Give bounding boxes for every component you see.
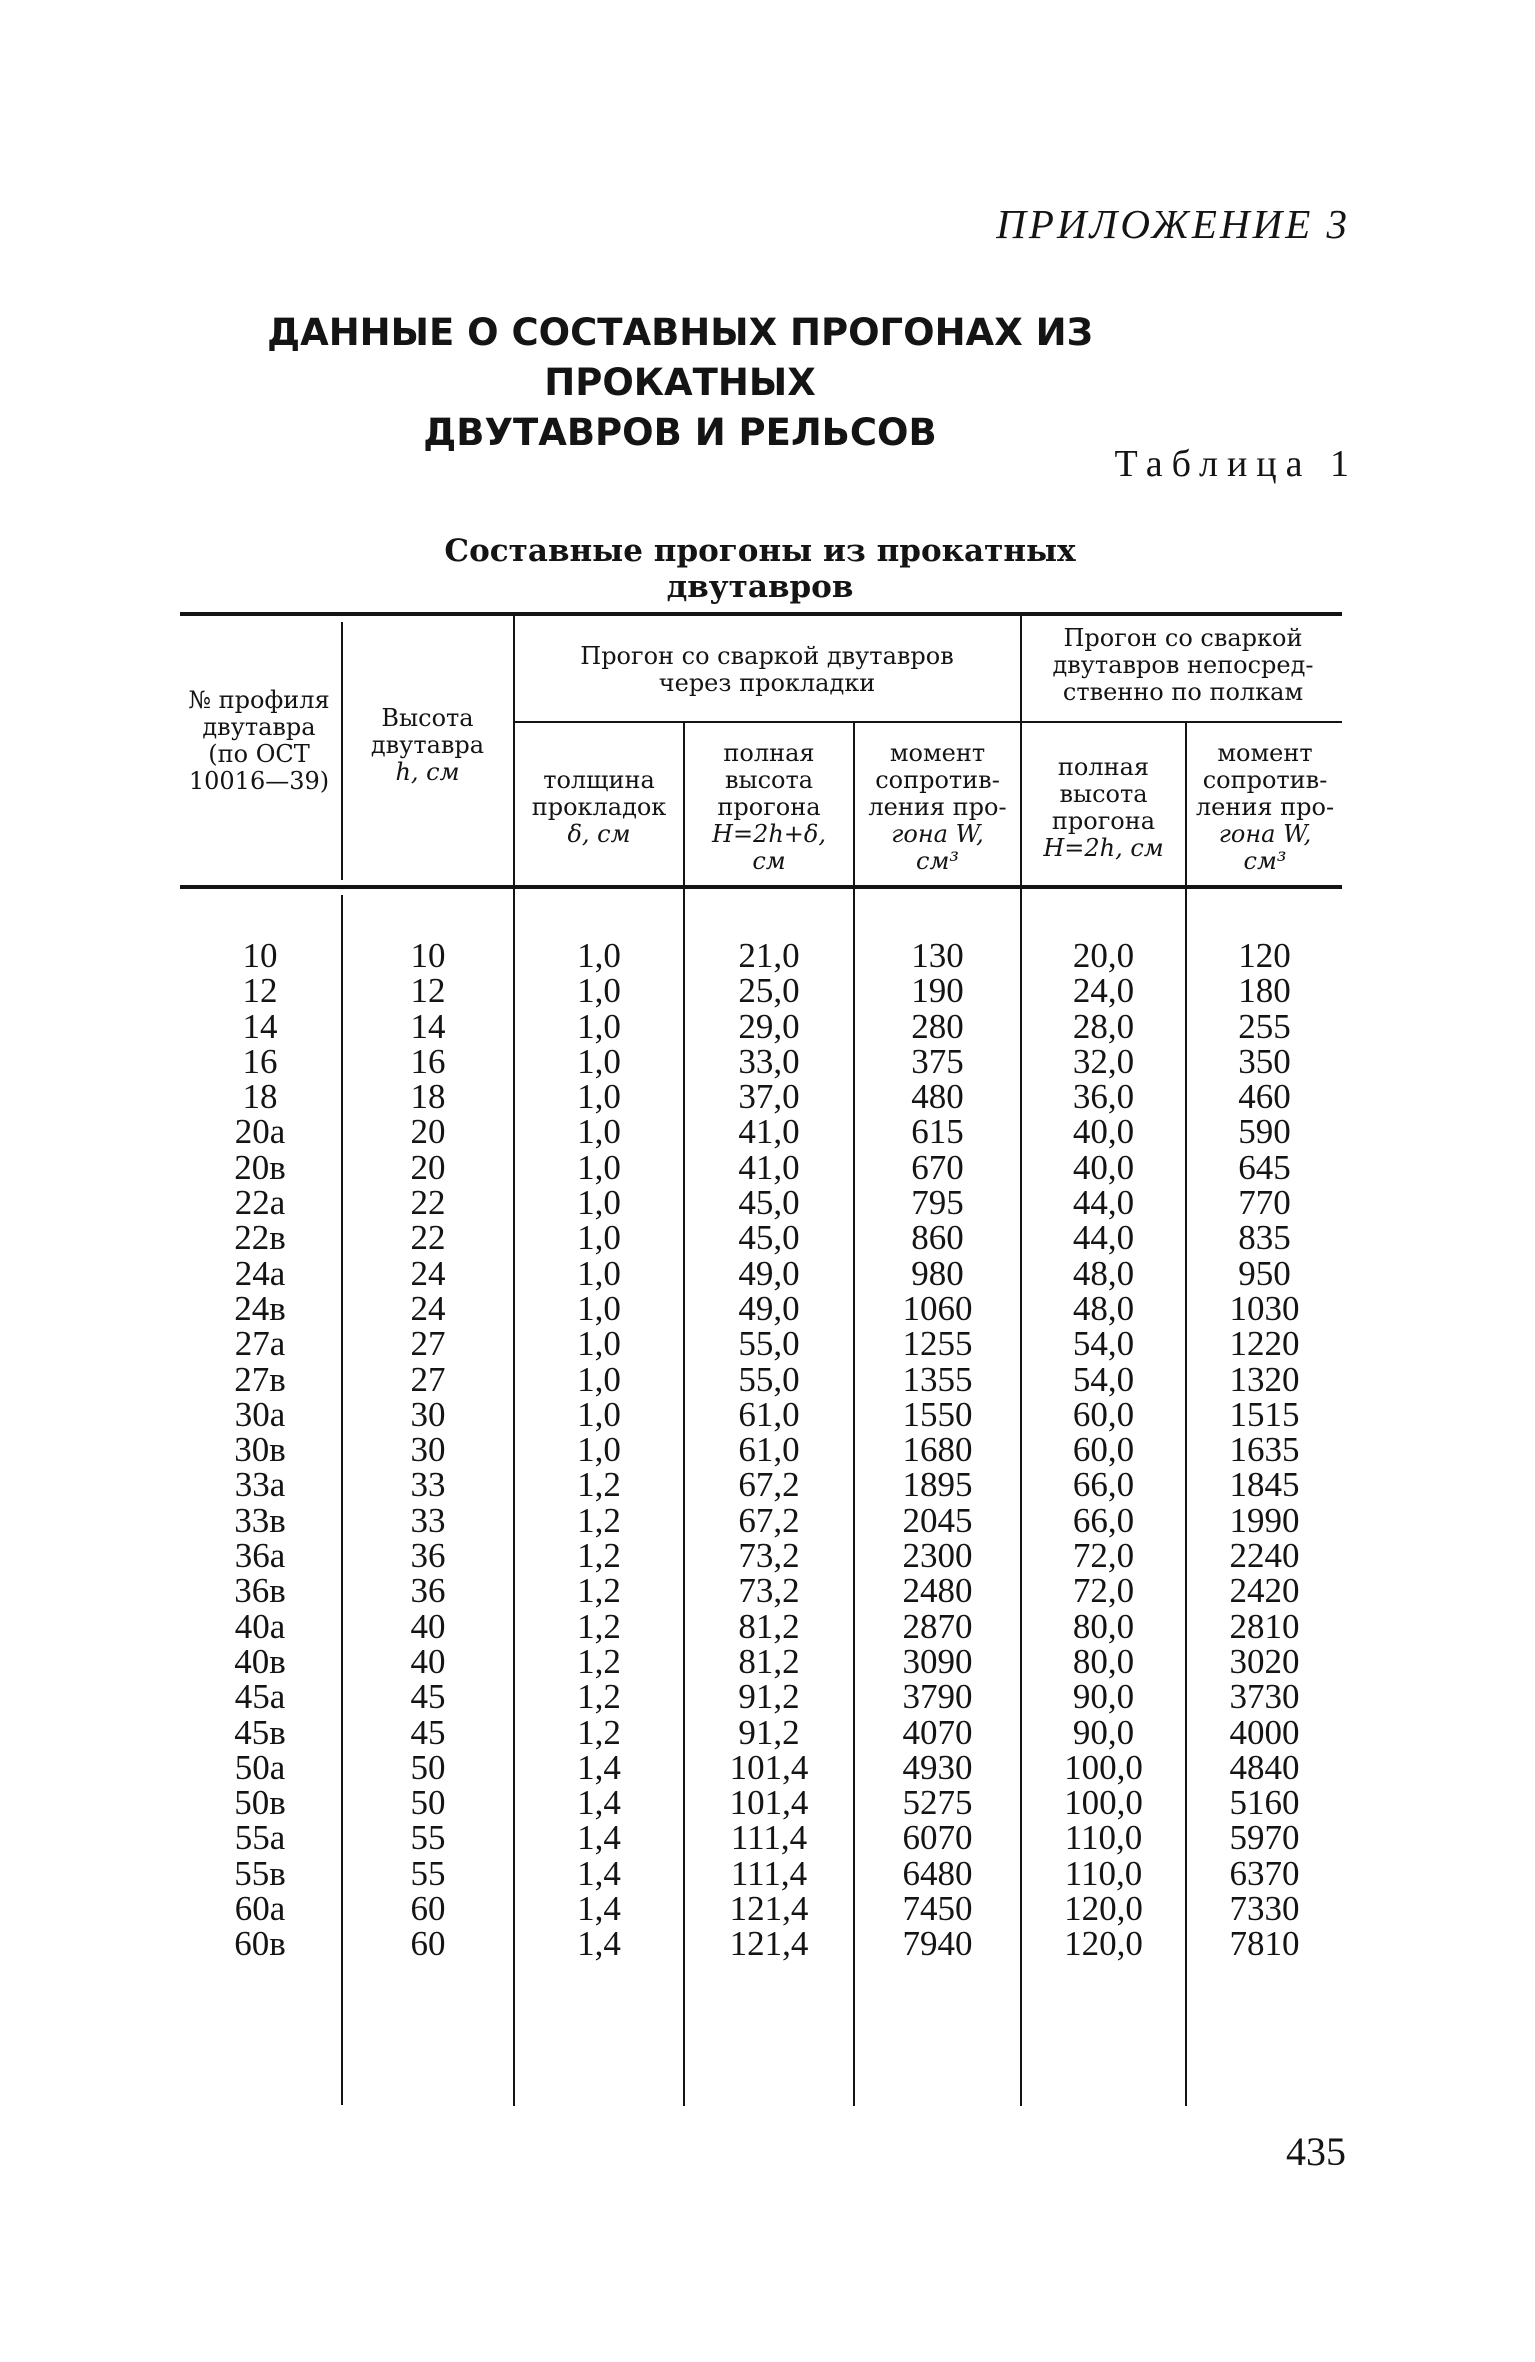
table-cell: 2480 [902,1571,973,1611]
table-cell: 29,0 [738,1006,800,1046]
table-cell: 3090 [902,1641,973,1681]
table-cell: 101,4 [729,1747,809,1787]
header-moment-line: момент [889,739,986,767]
table-cell: 1060 [902,1288,973,1328]
table-cell: 36,0 [1072,1077,1135,1117]
table-cell: 54,0 [1072,1324,1135,1364]
table-cell: 120,0 [1064,1924,1143,1964]
table-cell: 61,0 [738,1430,800,1470]
header-pad-unit: δ, см [567,820,631,848]
header-pad-thickness [516,767,682,848]
table-cell: 40 [410,1606,446,1646]
table-title: Составные прогоны из прокатных двутавров [444,533,1076,605]
table-cell: 100,0 [1064,1783,1143,1823]
header-pad-line: прокладок [531,793,667,821]
table-cell: 60в [234,1924,286,1964]
table-cell: 41,0 [738,1112,800,1152]
table-cell: 20,0 [1072,936,1135,975]
table-cell: 60,0 [1072,1430,1135,1470]
header-profile-line: 10016—39) [188,767,330,795]
table-cell: 121,4 [729,1889,809,1929]
table-top-rule [180,612,1342,616]
table-cell: 45,0 [738,1183,800,1223]
table-cell: 1255 [902,1324,973,1364]
table-cell: 24в [234,1288,286,1328]
table-cell: 24 [410,1253,446,1293]
table-cell: 55 [410,1853,446,1893]
column-height [343,938,513,1962]
table-cell: 50в [234,1783,286,1823]
table-cell: 1,0 [577,971,621,1011]
header-group-direct [1024,625,1342,706]
header-fhd-line: полная [1057,753,1150,781]
header-fh-line: высота [724,766,814,794]
table-cell: 55,0 [738,1359,800,1399]
table-cell: 1,2 [577,1465,621,1505]
table-cell: 1635 [1229,1430,1300,1470]
table-cell: 40 [410,1641,446,1681]
table-cell: 1355 [902,1359,973,1399]
table-number-label: Таблица 1 [1114,443,1358,485]
table-cell: 33 [410,1465,446,1505]
header-height-line: Высота [381,704,474,732]
header-height-line: двутавра [370,731,485,759]
table-cell: 130 [911,936,964,975]
table-cell: 20в [234,1147,286,1187]
table-cell: 280 [911,1006,964,1046]
header-bottom-rule [180,885,1342,889]
header-moment-line: ления про- [868,793,1007,821]
table-cell: 5160 [1229,1783,1300,1823]
table-cell: 49,0 [738,1253,800,1293]
table-cell: 45,0 [738,1218,800,1258]
table-cell: 60а [234,1889,286,1929]
table-cell: 6370 [1229,1853,1300,1893]
table-cell: 50 [410,1783,446,1823]
table-cell: 36 [410,1536,446,1576]
table-cell: 14 [242,1006,278,1046]
table-cell: 7330 [1229,1889,1300,1929]
header-group-line: Прогон со сваркой двутавров [580,642,954,670]
table-cell: 1550 [902,1394,973,1434]
table-cell: 180 [1238,971,1291,1011]
table-cell: 50а [234,1747,286,1787]
table-cell: 10 [242,936,278,975]
table-cell: 36в [234,1571,286,1611]
table-cell: 110,0 [1064,1853,1143,1893]
table-cell: 81,2 [738,1641,800,1681]
table-cell: 101,4 [729,1783,809,1823]
column-profile [180,938,340,1962]
table-cell: 45 [410,1712,446,1752]
table-cell: 1,2 [577,1571,621,1611]
table-cell: 1895 [902,1465,973,1505]
table-cell: 1,0 [577,1394,621,1434]
header-divider-1 [341,622,343,880]
header-group-line: через прокладки [658,669,876,697]
table-cell: 60 [410,1924,446,1964]
table-cell: 111,4 [730,1853,808,1893]
table-cell: 24а [234,1253,286,1293]
table-cell: 1,0 [577,1218,621,1258]
table-cell: 1,0 [577,1359,621,1399]
table-cell: 12 [410,971,446,1011]
table-cell: 14 [410,1006,446,1046]
table-cell: 55,0 [738,1324,800,1364]
table-cell: 835 [1238,1218,1291,1258]
table-cell: 1,2 [577,1712,621,1752]
header-moment-formula: гона W, [891,820,984,848]
table-cell: 1,2 [577,1500,621,1540]
table-cell: 190 [911,971,964,1011]
table-cell: 36 [410,1571,446,1611]
header-pad-line: толщина [543,766,655,794]
page-title-line-2: ДВУТАВРОВ И РЕЛЬСОВ [423,411,937,454]
table-cell: 18 [242,1077,278,1117]
table-cell: 4930 [902,1747,973,1787]
table-cell: 1,4 [577,1853,621,1893]
table-cell: 1,0 [577,1288,621,1328]
header-moment-direct [1188,740,1342,875]
table-cell: 61,0 [738,1394,800,1434]
table-cell: 20 [410,1147,446,1187]
table-cell: 2810 [1229,1606,1300,1646]
table-cell: 5970 [1229,1818,1300,1858]
table-cell: 44,0 [1072,1218,1135,1258]
header-full-height-direct [1023,754,1184,862]
table-cell: 615 [911,1112,964,1152]
table-cell: 7810 [1229,1924,1300,1964]
table-cell: 5275 [902,1783,973,1823]
table-cell: 1,0 [577,1253,621,1293]
table-cell: 1,2 [577,1677,621,1717]
table-cell: 980 [911,1253,964,1293]
table-cell: 80,0 [1072,1641,1135,1681]
table-cell: 37,0 [738,1077,800,1117]
table-cell: 480 [911,1077,964,1117]
header-full-height-pads [686,740,852,875]
table-cell: 66,0 [1072,1465,1135,1505]
table-cell: 6070 [902,1818,973,1858]
header-moment-unit: см³ [916,847,959,875]
table-cell: 55а [234,1818,286,1858]
table-cell: 73,2 [738,1571,800,1611]
table-cell: 30 [410,1394,446,1434]
table-cell: 7940 [902,1924,973,1964]
header-moment-direct-line: ления про- [1195,793,1335,821]
table-cell: 72,0 [1072,1536,1135,1576]
table-cell: 45а [234,1677,286,1717]
table-cell: 73,2 [738,1536,800,1576]
table-cell: 33,0 [738,1041,800,1081]
table-cell: 22 [410,1218,446,1258]
table-cell: 1,4 [577,1818,621,1858]
table-cell: 27 [410,1324,446,1364]
column-full-height-direct [1022,938,1185,1962]
table-cell: 36а [234,1536,286,1576]
table-cell: 30а [234,1394,286,1434]
table-cell: 1,2 [577,1641,621,1681]
table-cell: 1680 [902,1430,973,1470]
column-moment-direct [1187,938,1342,1962]
header-group-rule [514,721,1342,723]
table-cell: 7450 [902,1889,973,1929]
table-cell: 12 [242,971,278,1011]
table-cell: 1,0 [577,1006,621,1046]
table-cell: 41,0 [738,1147,800,1187]
table-cell: 40,0 [1072,1147,1135,1187]
table-cell: 33в [234,1500,286,1540]
table-cell: 1,0 [577,936,621,975]
table-cell: 1,0 [577,1041,621,1081]
table-cell: 20а [234,1112,286,1152]
header-fh-unit: см [752,847,786,875]
table-cell: 2420 [1229,1571,1300,1611]
table-cell: 1,0 [577,1077,621,1117]
table-cell: 2240 [1229,1536,1300,1576]
table-cell: 21,0 [738,936,800,975]
table-cell: 60,0 [1072,1394,1135,1434]
header-moment-direct-unit: см³ [1243,847,1287,875]
table-cell: 2045 [902,1500,973,1540]
table-cell: 67,2 [738,1465,800,1505]
table-cell: 1845 [1229,1465,1300,1505]
table-cell: 4070 [902,1712,973,1752]
table-cell: 10 [410,936,446,975]
table-cell: 50 [410,1747,446,1787]
table-cell: 44,0 [1072,1183,1135,1223]
table-cell: 81,2 [738,1606,800,1646]
table-cell: 255 [1238,1006,1291,1046]
table-cell: 1,0 [577,1183,621,1223]
header-group-line: Прогон со сваркой [1063,624,1303,652]
header-fh-line: полная [723,739,815,767]
header-fh-formula: H=2h+δ, [712,820,826,848]
table-cell: 1990 [1229,1500,1300,1540]
column-moment-pads [855,938,1020,1962]
page-title-line-1: ДАННЫЕ О СОСТАВНЫХ ПРОГОНАХ ИЗ ПРОКАТНЫХ [267,311,1093,404]
page-number: 435 [1286,2129,1346,2174]
table-cell: 27 [410,1359,446,1399]
table-cell: 45в [234,1712,286,1752]
table-cell: 40,0 [1072,1112,1135,1152]
header-moment-direct-line: сопротив- [1202,766,1328,794]
table-cell: 1515 [1229,1394,1300,1434]
table-cell: 100,0 [1064,1747,1143,1787]
table-cell: 120 [1238,936,1291,975]
table-cell: 670 [911,1147,964,1187]
column-full-height-pads [685,938,853,1962]
header-profile-line: № профиля [188,686,330,714]
header-fh-line: прогона [717,793,821,821]
table-cell: 24 [410,1288,446,1328]
table-cell: 20 [410,1112,446,1152]
table-cell: 30 [410,1430,446,1470]
table-cell: 1,0 [577,1324,621,1364]
table-cell: 16 [242,1041,278,1081]
header-moment-line: сопротив- [875,766,1000,794]
table-cell: 30в [234,1430,286,1470]
table-cell: 1,2 [577,1606,621,1646]
header-moment-direct-line: момент [1217,739,1313,767]
table-cell: 770 [1238,1183,1291,1223]
table-cell: 90,0 [1072,1712,1135,1752]
table-cell: 590 [1238,1112,1291,1152]
table-cell: 120,0 [1064,1889,1143,1929]
table-cell: 24,0 [1072,971,1135,1011]
table-cell: 33 [410,1500,446,1540]
table-cell: 54,0 [1072,1359,1135,1399]
table-cell: 72,0 [1072,1571,1135,1611]
table-cell: 55 [410,1818,446,1858]
table-cell: 3020 [1229,1641,1300,1681]
table-cell: 6480 [902,1853,973,1893]
table-cell: 3730 [1229,1677,1300,1717]
table-cell: 91,2 [738,1712,800,1752]
table-cell: 22а [234,1183,286,1223]
table-cell: 28,0 [1072,1006,1135,1046]
header-profile [180,687,338,795]
table-cell: 1030 [1229,1288,1300,1328]
table-cell: 66,0 [1072,1500,1135,1540]
header-profile-line: двутавра [202,713,316,741]
table-cell: 32,0 [1072,1041,1135,1081]
table-cell: 60 [410,1889,446,1929]
table-cell: 1,2 [577,1536,621,1576]
header-fhd-unit: H=2h, см [1043,834,1164,862]
table-cell: 55в [234,1853,286,1893]
table-cell: 18 [410,1077,446,1117]
table-cell: 1,4 [577,1889,621,1929]
table-cell: 795 [911,1183,964,1223]
header-group-line: двутавров непосред- [1052,651,1314,679]
header-fhd-line: высота [1059,780,1148,808]
table-cell: 40а [234,1606,286,1646]
table-cell: 110,0 [1064,1818,1143,1858]
table-cell: 1,0 [577,1430,621,1470]
table-cell: 111,4 [730,1818,808,1858]
table-cell: 33а [234,1465,286,1505]
table-cell: 375 [911,1041,964,1081]
table-cell: 27а [234,1324,286,1364]
table-cell: 45 [410,1677,446,1717]
table-cell: 860 [911,1218,964,1258]
column-pad-thickness [515,938,683,1962]
table-cell: 1,0 [577,1147,621,1187]
table-cell: 1,4 [577,1747,621,1787]
table-cell: 4840 [1229,1747,1300,1787]
table-cell: 1220 [1229,1324,1300,1364]
table-cell: 645 [1238,1147,1291,1187]
table-cell: 121,4 [729,1924,809,1964]
table-cell: 1,4 [577,1783,621,1823]
header-group-line: ственно по полкам [1062,678,1304,706]
table-cell: 25,0 [738,971,800,1011]
table-cell: 40в [234,1641,286,1681]
table-cell: 67,2 [738,1500,800,1540]
table-cell: 1,4 [577,1924,621,1964]
header-height-unit: h, см [395,758,460,786]
table-cell: 1,0 [577,1112,621,1152]
table-cell: 22в [234,1218,286,1258]
table-cell: 27в [234,1359,286,1399]
table-cell: 91,2 [738,1677,800,1717]
table-cell: 1320 [1229,1359,1300,1399]
table-cell: 48,0 [1072,1288,1135,1328]
table-cell: 950 [1238,1253,1291,1293]
table-cell: 3790 [902,1677,973,1717]
table-cell: 16 [410,1041,446,1081]
header-profile-line: (по ОСТ [208,740,310,768]
header-height [345,705,510,786]
table-cell: 90,0 [1072,1677,1135,1717]
table-cell: 460 [1238,1077,1291,1117]
table-cell: 80,0 [1072,1606,1135,1646]
table-cell: 2300 [902,1536,973,1576]
table-cell: 49,0 [738,1288,800,1328]
header-moment-pads [856,740,1019,875]
table-cell: 350 [1238,1041,1291,1081]
header-group-with-pads [518,643,1016,697]
table-cell: 22 [410,1183,446,1223]
table-cell: 2870 [902,1606,973,1646]
header-moment-direct-formula: гона W, [1218,820,1312,848]
table-cell: 48,0 [1072,1253,1135,1293]
appendix-label: ПРИЛОЖЕНИЕ 3 [996,201,1350,247]
table-cell: 4000 [1229,1712,1300,1752]
header-fhd-line: прогона [1051,807,1156,835]
